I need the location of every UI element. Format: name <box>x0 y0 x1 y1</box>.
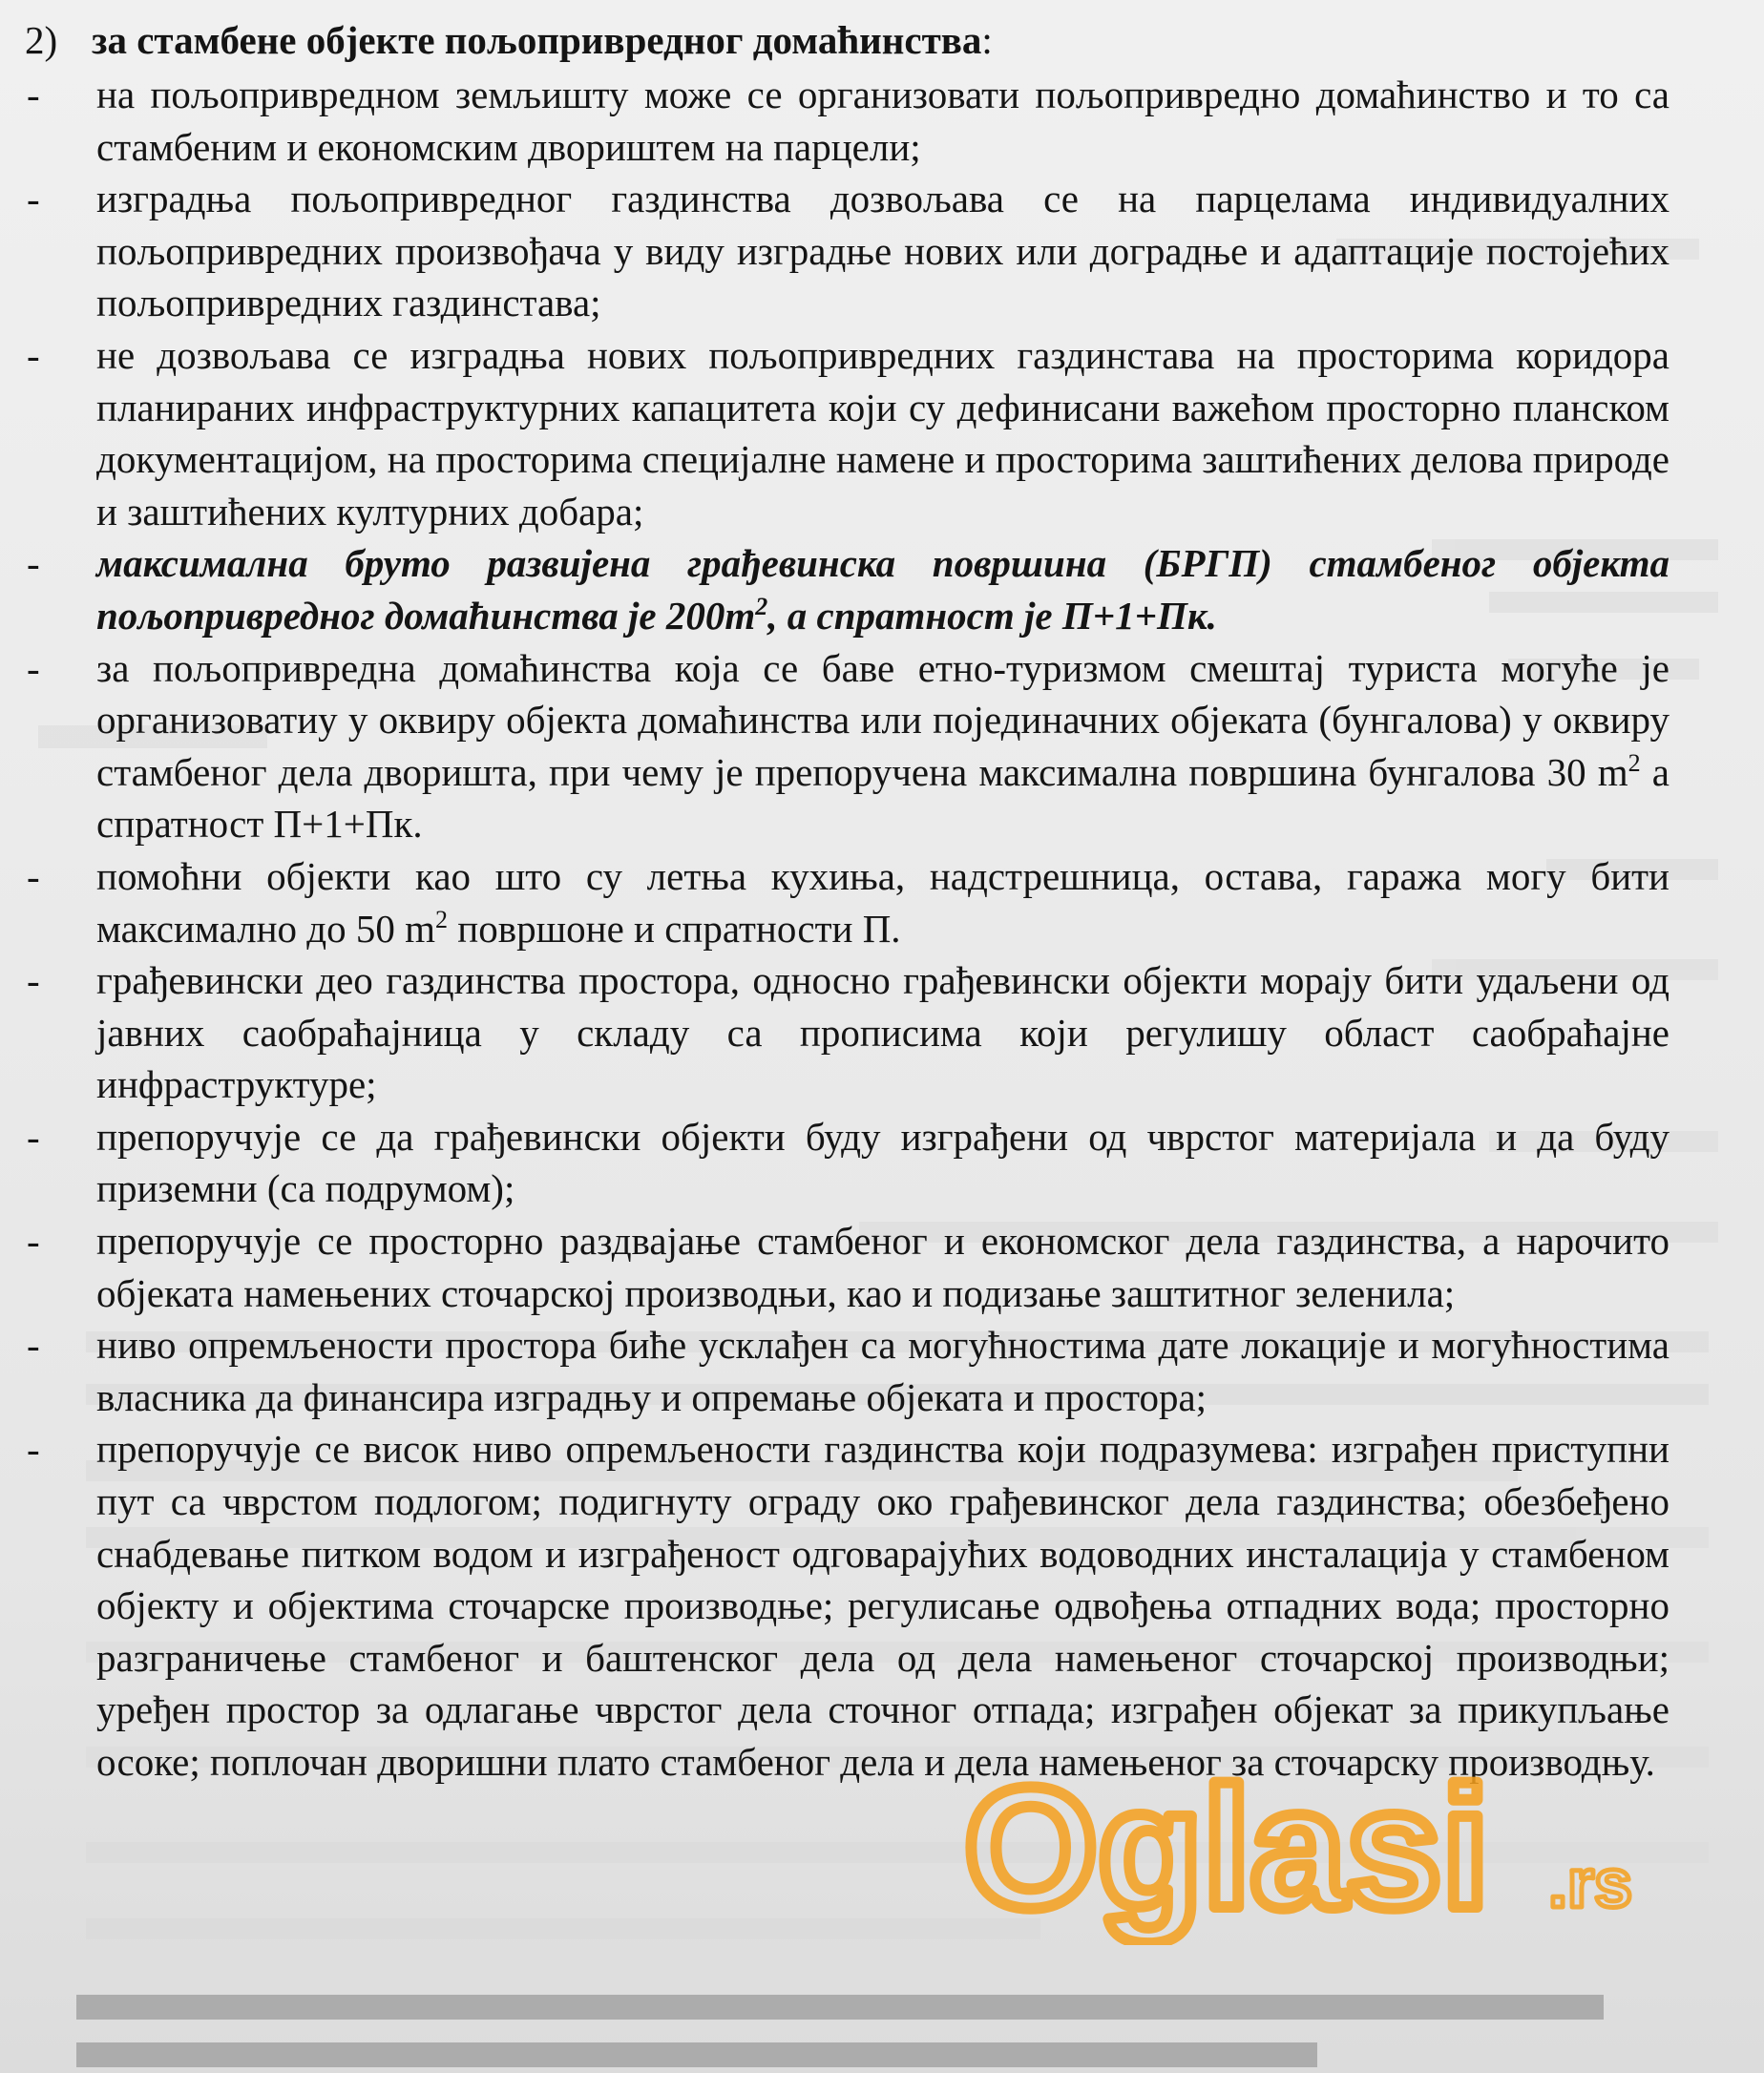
bullet-dash: - <box>27 1219 40 1264</box>
list-item-emphasis <box>0 537 1670 641</box>
list-item-text-part: , а спратност је П+1+Пк. <box>767 593 1217 638</box>
bullet-dash: - <box>27 541 40 586</box>
bullet-dash: - <box>27 1427 40 1472</box>
superscript: 2 <box>435 905 449 933</box>
list-item <box>0 850 1670 954</box>
list-item <box>0 1215 1670 1319</box>
list-item <box>0 173 1670 329</box>
list-item <box>0 1111 1670 1215</box>
requirements-list <box>0 69 1764 1789</box>
bullet-dash: - <box>27 332 40 377</box>
list-item-text <box>96 646 1670 847</box>
bullet-dash: - <box>27 853 40 898</box>
section-title-text: за стамбене објекте пољопривредног домаћинства <box>92 18 982 62</box>
cut-off-line <box>95 0 1489 10</box>
list-item <box>0 329 1670 537</box>
list-item-text: не дозвољава се изградња нових пољопривредних газдинстава на просторима коридора планираних инфраструктурних капацитета који су дефинисани важећом просторно планском документацијом, на просторима специјалне намене и просторима заштићених делова природе и заштићених културних добара; <box>96 332 1670 534</box>
watermark-main-text: Oglasi <box>964 1764 1490 1944</box>
oglasi-watermark-logo <box>964 1764 1690 1945</box>
list-item-text: на пољопривредном земљишту може се организовати пољопривредно домаћинство и то са стамбеним и економским двориштем на парцели; <box>96 73 1670 169</box>
list-item <box>0 69 1670 173</box>
list-item-text: ниво опремљености простора биће усклађен са могућностима дате локације и могућностима власника да финансира изградњу и опремање објеката и простора; <box>96 1323 1670 1419</box>
list-item-text: изградња пољопривредног газдинства дозвољава се на парцелама индивидуалних пољопривредних произвођача у виду изградње нових или доградње и адаптације постојећих пољопривредних газдинстава; <box>96 177 1670 325</box>
list-item-text-part: површоне и спратности П. <box>448 906 901 951</box>
list-item-text-part: помоћни објекти као што су летња кухиња, надстрешница, остава, гаража могу бити максимално до 50 m <box>96 853 1670 951</box>
bullet-dash: - <box>27 958 40 1003</box>
list-item <box>0 1319 1670 1423</box>
list-item-text-part: а спратност П+1+Пк. <box>96 749 1670 847</box>
section-title <box>92 13 993 67</box>
list-item-text: препоручује се да грађевински објекти буду изграђени од чврстог материјала и да буду приземни (са подрумом); <box>96 1114 1670 1211</box>
bullet-dash: - <box>27 177 40 221</box>
bullet-dash: - <box>27 73 40 116</box>
list-item <box>0 642 1670 850</box>
list-item-text-part: за пољопривредна домаћинства која се баве етно-туризмом смештај туриста могуће је организоватиу у оквиру објекта домаћинства или појединачних објеката (бунгалова) у оквиру стамбеног дела дворишта, при чему је препоручена максимална површина бунгалова 30 m <box>96 645 1670 794</box>
list-item-text: препоручује се висок ниво опремљености газдинства који подразумева: изграђен приступни пут са чврстом подлогом; подигнуту ограду око грађевинског дела газдинства; обезбеђено снабдевање питком водом и изграђеност одговарајућих водоводних инсталација у стамбеном објекту и објектима сточарске производње; регулисање одвођења отпадних вода; просторно разграничење стамбеног и баштенског дела од дела намењеног сточарској производњи; уређен простор за одлагање чврстог дела сточног отпада; изграђен објекат за прикупљање осоке; поплочан дворишни плато стамбеног дела и дела намењеног за сточарску производњу. <box>96 1427 1670 1784</box>
bullet-dash: - <box>27 645 40 690</box>
list-item <box>0 1423 1670 1788</box>
bullet-dash: - <box>27 1323 40 1368</box>
section-number: 2) <box>25 18 58 62</box>
section-title-colon: : <box>981 18 993 62</box>
list-item-text: грађевински део газдинства простора, односно грађевински објекти морају бити удаљени од јавних саобраћајница у складу са прописима који регулишу област саобраћајне инфраструктуре; <box>96 958 1670 1107</box>
list-item-text: препоручује се просторно раздвајање стамбеног и економског дела газдинства, а нарочито објеката намењених сточарској производњи, као и подизање заштитног зеленила; <box>96 1219 1670 1315</box>
list-item-text <box>96 541 1670 638</box>
superscript: 2 <box>755 592 768 620</box>
list-item-text-part: максимална бруто развијена грађевинска површина (БРГП) стамбеног објекта пољопривредног домаћинства је 200m <box>96 541 1670 638</box>
list-item <box>0 954 1670 1111</box>
bullet-dash: - <box>27 1114 40 1159</box>
superscript: 2 <box>1628 748 1641 777</box>
section-heading <box>25 13 1743 67</box>
watermark-suffix-text: .rs <box>1548 1846 1633 1922</box>
list-item-text <box>96 854 1670 951</box>
